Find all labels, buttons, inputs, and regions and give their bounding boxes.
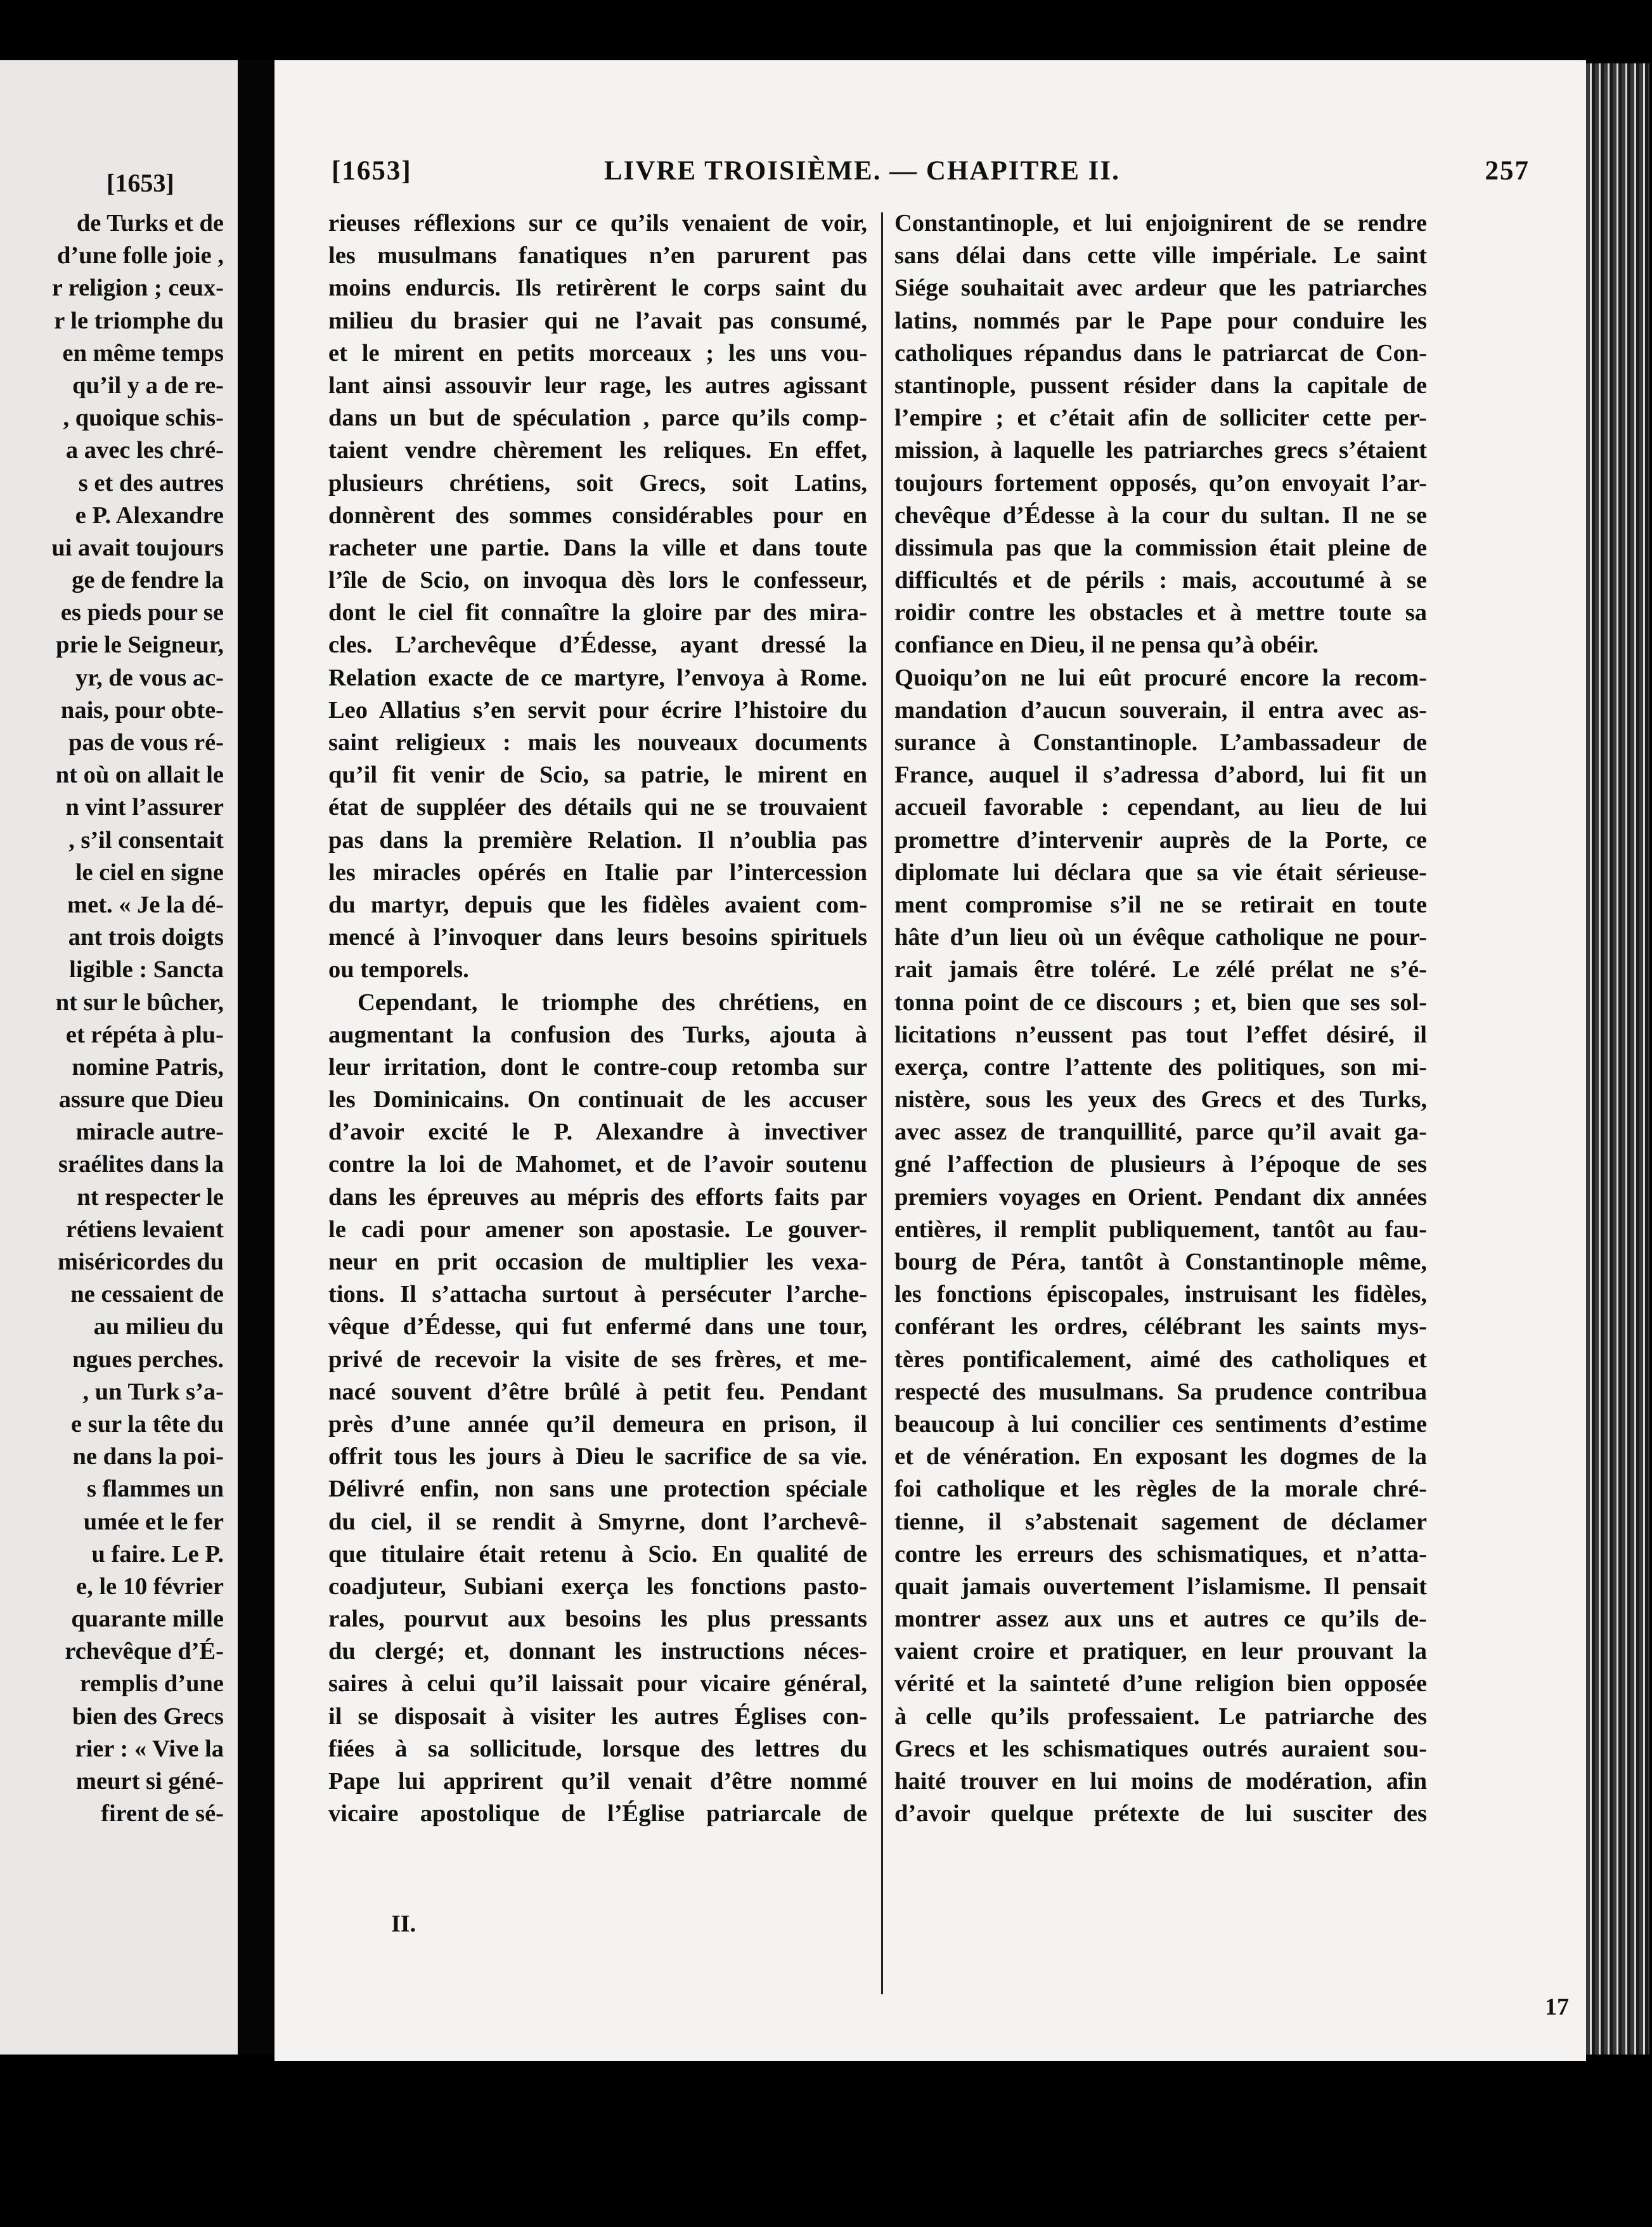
gathering-number: 17 xyxy=(1545,1994,1569,2020)
text-line: nistère, sous les yeux des Grecs et des Turks, xyxy=(894,1086,1427,1114)
left-page-line: , s’il consentait xyxy=(68,826,224,854)
left-page-line: e P. Alexandre xyxy=(75,502,224,529)
left-page-line: prie le Seigneur, xyxy=(56,632,224,659)
running-head-title: LIVRE TROISIÈME. — CHAPITRE II. xyxy=(604,156,1120,186)
text-line: milieu du brasier qui ne l’avait pas consumé, xyxy=(328,307,867,334)
text-line: exerça, contre l’attente des politiques, son mi- xyxy=(894,1053,1427,1081)
text-line: les fonctions épiscopales, instruisant les fidèles, xyxy=(894,1281,1427,1308)
text-line: état de suppléer des détails qui ne se trouvaient xyxy=(328,794,867,821)
text-line: tères pontificalement, aimé des catholiques et xyxy=(894,1346,1427,1373)
text-line: Quoiqu’on ne lui eût procuré encore la recom- xyxy=(894,664,1427,691)
text-line: contre la loi de Mahomet, et de l’avoir soutenu xyxy=(328,1151,867,1178)
right-page xyxy=(274,60,1586,2061)
left-page-line: le ciel en signe xyxy=(75,859,224,886)
left-page-line: umée et le fer xyxy=(83,1508,224,1535)
text-line: les Dominicains. On continuait de les accuser xyxy=(328,1086,867,1114)
text-line: vérité et la sainteté d’une religion bien opposée xyxy=(894,1670,1427,1698)
text-line: d’avoir excité le P. Alexandre à invectiver xyxy=(328,1119,867,1146)
text-line: nacé souvent d’être brûlé à petit feu. Pendant xyxy=(328,1378,867,1405)
text-line: catholiques répandus dans le patriarcat de Con- xyxy=(894,339,1427,367)
left-page-line: nt où on allait le xyxy=(55,762,224,789)
text-line: premiers voyages en Orient. Pendant dix années xyxy=(894,1183,1427,1211)
text-line: beaucoup à lui concilier ces sentiments d’estime xyxy=(894,1410,1427,1438)
text-line: leur irritation, dont le contre-coup retomba sur xyxy=(328,1053,867,1081)
left-page-line: miséricordes du xyxy=(58,1249,224,1275)
text-line: vêque d’Édesse, qui fut enfermé dans une tour, xyxy=(328,1313,867,1341)
left-page-line: ant trois doigts xyxy=(68,924,224,951)
left-page-line: met. « Je la dé- xyxy=(67,891,224,918)
text-line: confiance en Dieu, il ne pensa qu’à obéir. xyxy=(894,632,1319,659)
left-page-line: miracle autre- xyxy=(75,1119,224,1146)
text-line: près d’une année qu’il demeura en prison, il xyxy=(328,1410,867,1438)
left-page-line: qu’il y a de re- xyxy=(72,372,224,399)
text-line: Cependant, le triomphe des chrétiens, en xyxy=(358,989,867,1016)
text-line: offrit tous les jours à Dieu le sacrifice de sa vie. xyxy=(328,1443,867,1471)
left-page-line: rétiens levaient xyxy=(65,1216,224,1243)
text-line: mission, à laquelle les patriarches grecs s’étaient xyxy=(894,437,1427,464)
text-line: chevêque d’Édesse à la cour du sultan. Il ne se xyxy=(894,502,1427,529)
text-line: augmentant la confusion des Turks, ajouta à xyxy=(328,1021,867,1048)
left-page-line: s et des autres xyxy=(78,469,224,497)
text-line: moins endurcis. Ils retirèrent le corps saint du xyxy=(328,275,867,302)
left-page-line: nt sur le bûcher, xyxy=(55,989,224,1016)
text-line: Leo Allatius s’en servit pour écrire l’histoire du xyxy=(328,696,867,724)
left-page-line: ui avait toujours xyxy=(51,534,224,561)
left-page-line: s flammes un xyxy=(86,1476,224,1503)
left-page-line: firent de sé- xyxy=(101,1800,224,1828)
text-line: gné l’affection de plusieurs à l’époque de ses xyxy=(894,1151,1427,1178)
text-line: les musulmans fanatiques n’en parurent pas xyxy=(328,242,867,269)
left-page-line: ge de fendre la xyxy=(72,567,224,594)
text-line: licitations n’eussent pas tout l’effet désiré, il xyxy=(894,1021,1427,1048)
text-line: privé de recevoir la visite de ses frères, et me- xyxy=(328,1346,867,1373)
left-page-line: en même temps xyxy=(62,339,224,367)
left-running-head: [1653] xyxy=(106,169,174,197)
left-page xyxy=(0,60,238,2055)
text-line: rieuses réflexions sur ce qu’ils venaient de voir, xyxy=(328,210,867,237)
text-line: ou temporels. xyxy=(328,956,469,984)
page-number: 257 xyxy=(1485,156,1530,186)
text-line: entières, il remplit publiquement, tantôt au fau- xyxy=(894,1216,1427,1243)
text-line: respecté des musulmans. Sa prudence contribua xyxy=(894,1378,1427,1405)
text-line: que titulaire était retenu à Scio. En qualité de xyxy=(328,1540,867,1568)
page-edges xyxy=(1586,63,1649,2055)
text-line: donnèrent des sommes considérables pour en xyxy=(328,502,867,529)
text-line: mandation d’aucun souverain, il entra avec as- xyxy=(894,696,1427,724)
text-line: ment compromise s’il ne se retirait en toute xyxy=(894,891,1427,918)
text-line: du ciel, il se rendit à Smyrne, dont l’archevê- xyxy=(328,1508,867,1535)
left-page-line: n vint l’assurer xyxy=(65,794,224,821)
text-line: Constantinople, et lui enjoignirent de se rendre xyxy=(894,210,1427,237)
text-line: dans les épreuves au mépris des efforts faits par xyxy=(328,1183,867,1211)
left-page-line: assure que Dieu xyxy=(58,1086,224,1114)
text-line: tonna point de ce discours ; et, bien que ses sol- xyxy=(894,989,1427,1016)
text-line: il se disposait à visiter les autres Églises con- xyxy=(328,1703,867,1730)
left-page-line: au milieu du xyxy=(93,1313,224,1341)
text-line: racheter une partie. Dans la ville et dans toute xyxy=(328,534,867,561)
text-line: sans délai dans cette ville impériale. Le saint xyxy=(894,242,1427,269)
text-line: pas dans la première Relation. Il n’oublia pas xyxy=(328,826,867,854)
signature-mark: II. xyxy=(391,1911,416,1937)
left-page-line: ligible : Sancta xyxy=(69,956,224,984)
text-line: neur en prit occasion de multiplier les vexa- xyxy=(328,1249,867,1275)
running-head-year: [1653] xyxy=(332,156,412,186)
text-line: Délivré enfin, non sans une protection spéciale xyxy=(328,1476,867,1503)
text-line: quait jamais ouvertement l’islamisme. Il pensait xyxy=(894,1573,1427,1600)
text-line: à celle qu’ils professaient. Le patriarche des xyxy=(894,1703,1427,1730)
text-line: et le mirent en petits morceaux ; les uns vou- xyxy=(328,339,867,367)
left-page-line: rchevêque d’É- xyxy=(65,1638,224,1665)
text-line: l’île de Scio, on invoqua dès lors le confesseur, xyxy=(328,567,867,594)
text-line: avec assez de tranquillité, parce qu’il avait ga- xyxy=(894,1119,1427,1146)
running-head xyxy=(332,155,1530,197)
text-line: toujours fortement opposés, qu’on envoyait l’ar- xyxy=(894,469,1427,497)
text-line: vicaire apostolique de l’Église patriarcale de xyxy=(328,1800,867,1828)
left-page-line: meurt si géné- xyxy=(75,1768,224,1795)
text-line: rait jamais être toléré. Le zélé prélat ne s’é- xyxy=(894,956,1427,984)
left-page-line: e sur la tête du xyxy=(71,1410,224,1438)
text-line: du clergé; et, donnant les instructions néces- xyxy=(328,1638,867,1665)
left-page-line: et répéta à plu- xyxy=(65,1021,224,1048)
left-page-line: bien des Grecs xyxy=(72,1703,224,1730)
text-line: haité trouver en lui moins de modération, afin xyxy=(894,1768,1427,1795)
text-line: et de vénération. En exposant les dogmes de la xyxy=(894,1443,1427,1471)
text-line: mencé à l’invoquer dans leurs besoins spirituels xyxy=(328,924,867,951)
text-line: du martyr, depuis que les fidèles avaient com- xyxy=(328,891,867,918)
left-page-line: rier : « Vive la xyxy=(75,1735,224,1762)
left-page-line: sraélites dans la xyxy=(58,1151,224,1178)
text-line: d’avoir quelque prétexte de lui susciter des xyxy=(894,1800,1427,1828)
text-line: latins, nommés par le Pape pour conduire les xyxy=(894,307,1427,334)
text-line: montrer assez aux uns et autres ce qu’ils de- xyxy=(894,1606,1427,1633)
left-page-line: quarante mille xyxy=(71,1606,224,1633)
text-line: accueil favorable : cependant, au lieu de lui xyxy=(894,794,1427,821)
text-line: plusieurs chrétiens, soit Grecs, soit Latins, xyxy=(328,469,867,497)
left-page-line: ngues perches. xyxy=(72,1346,224,1373)
text-line: coadjuteur, Subiani exerça les fonctions pasto- xyxy=(328,1573,867,1600)
text-line: surance à Constantinople. L’ambassadeur de xyxy=(894,729,1427,756)
left-page-line: nt respecter le xyxy=(77,1183,224,1211)
text-line: dissimula pas que la commission était pleine de xyxy=(894,534,1427,561)
left-page-line: ne cessaient de xyxy=(70,1281,224,1308)
text-line: le cadi pour amener son apostasie. Le gouver- xyxy=(328,1216,867,1243)
left-page-line: r le triomphe du xyxy=(54,307,224,334)
text-line: conférant les ordres, célébrant les saints mys- xyxy=(894,1313,1427,1341)
left-page-line: nais, pour obte- xyxy=(60,696,224,724)
text-line: tienne, il s’abstenait sagement de déclamer xyxy=(894,1508,1427,1535)
text-column-2 xyxy=(894,207,1427,1830)
text-column-1 xyxy=(328,207,867,1830)
text-line: l’empire ; et c’était afin de solliciter cette per- xyxy=(894,405,1427,432)
text-line: dont le ciel fit connaître la gloire par des mira- xyxy=(328,599,867,627)
left-page-line: , un Turk s’a- xyxy=(82,1378,224,1405)
text-line: fiées à sa sollicitude, lorsque des lettres du xyxy=(328,1735,867,1762)
text-line: bourg de Péra, tantôt à Constantinople même, xyxy=(894,1249,1427,1275)
left-page-line: e, le 10 février xyxy=(76,1573,224,1600)
left-page-line: d’une folle joie , xyxy=(56,242,224,269)
text-line: saint religieux : mais les nouveaux documents xyxy=(328,729,867,756)
text-line: Grecs et les schismatiques outrés auraient sou- xyxy=(894,1735,1427,1762)
left-page-line: de Turks et de xyxy=(76,210,224,237)
text-line: promettre d’intervenir auprès de la Porte, ce xyxy=(894,826,1427,854)
text-line: contre les erreurs des schismatiques, et n’atta- xyxy=(894,1540,1427,1568)
left-page-line: ne dans la poi- xyxy=(72,1443,224,1471)
text-line: cles. L’archevêque d’Édesse, ayant dressé la xyxy=(328,632,867,659)
left-page-line: yr, de vous ac- xyxy=(75,664,224,691)
left-page-line: remplis d’une xyxy=(79,1670,224,1698)
text-line: diplomate lui déclara que sa vie était sérieuse- xyxy=(894,859,1427,886)
left-page-line: nomine Patris, xyxy=(72,1053,224,1081)
text-line: Relation exacte de ce martyre, l’envoya à Rome. xyxy=(328,664,867,691)
left-page-line: pas de vous ré- xyxy=(68,729,224,756)
text-line: rales, pourvut aux besoins les plus pressants xyxy=(328,1606,867,1633)
left-page-line: u faire. Le P. xyxy=(91,1540,224,1568)
left-page-text xyxy=(51,207,224,1830)
text-line: vaient croire et pratiquer, en leur prouvant la xyxy=(894,1638,1427,1665)
text-line: roidir contre les obstacles et à mettre toute sa xyxy=(894,599,1427,627)
text-line: hâte d’un lieu où un évêque catholique ne pour- xyxy=(894,924,1427,951)
text-line: Siége souhaitait avec ardeur que les patriarches xyxy=(894,275,1427,302)
text-line: difficultés et de périls : mais, accoutumé à se xyxy=(894,567,1427,594)
book-gutter xyxy=(238,60,274,2055)
text-line: qu’il fit venir de Scio, sa patrie, le mirent en xyxy=(328,762,867,789)
text-line: Pape lui apprirent qu’il venait d’être nommé xyxy=(328,1768,867,1795)
left-page-line: r religion ; ceux- xyxy=(51,275,224,302)
left-page-line: a avec les chré- xyxy=(65,437,224,464)
text-line: dans un but de spéculation , parce qu’ils comp- xyxy=(328,405,867,432)
text-line: saires à celui qu’il laissait pour vicaire général, xyxy=(328,1670,867,1698)
text-line: foi catholique et les règles de la morale chré- xyxy=(894,1476,1427,1503)
left-page-line: , quoique schis- xyxy=(63,405,224,432)
text-line: stantinople, pussent résider dans la capitale de xyxy=(894,372,1427,399)
text-line: taient vendre chèrement les reliques. En effet, xyxy=(328,437,867,464)
left-page-line: es pieds pour se xyxy=(60,599,224,627)
text-line: lant ainsi assouvir leur rage, les autres agissant xyxy=(328,372,867,399)
text-line: France, auquel il s’adressa d’abord, lui fit un xyxy=(894,762,1427,789)
text-line: les miracles opérés en Italie par l’intercession xyxy=(328,859,867,886)
column-divider xyxy=(881,212,883,1994)
text-line: tions. Il s’attacha surtout à persécuter l’arche- xyxy=(328,1281,867,1308)
